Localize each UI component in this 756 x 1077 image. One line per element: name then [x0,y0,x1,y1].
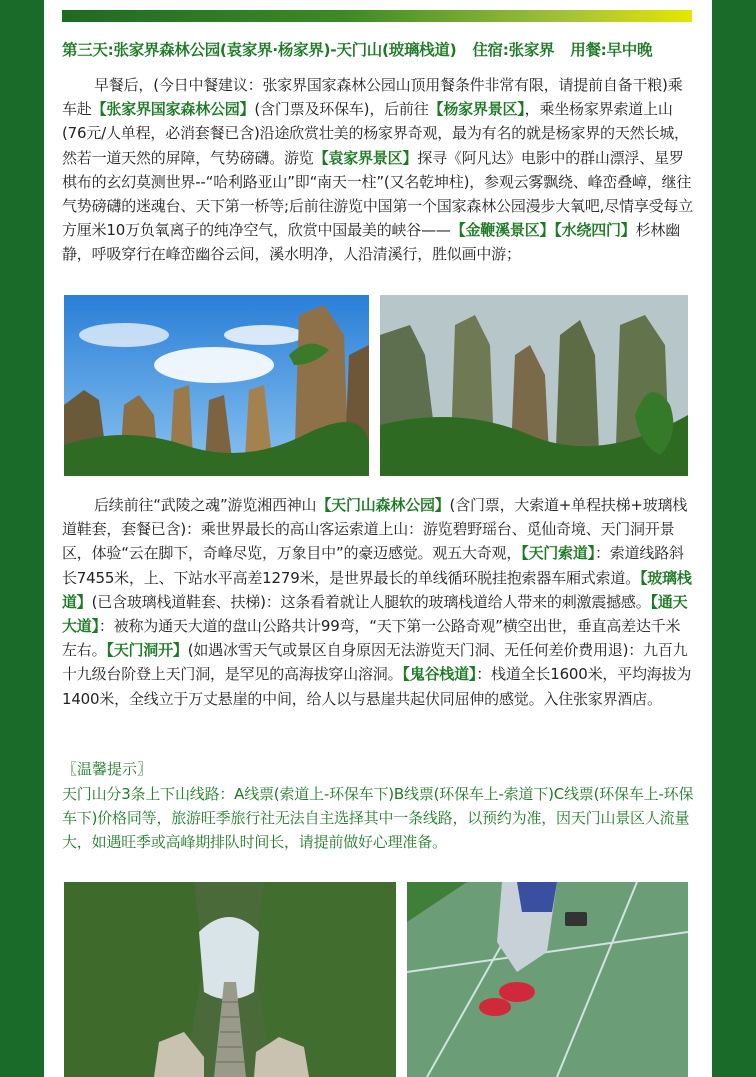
text-run: (含门票及环保车)，后前往 [254,100,429,119]
highlight-yangjiajie: 【杨家界景区】 [428,100,525,119]
highlight-guigu-walkway: 【鬼谷栈道】 [402,665,477,684]
highlight-forest-park: 【张家界国家森林公园】 [91,100,255,119]
day-meals: 用餐:早中晚 [570,41,653,59]
text-run: (含门票，大索道+单程扶梯+玻璃栈道鞋套，套餐已含)：乘世界最长的高山客运索道上山：游览碧野瑶台、觅仙奇境、天门洞开景区，体验“云在脚下，奇峰尽览，万象目中”的豪迈感觉。观五大奇观， [62,496,688,563]
highlight-tianmen-cave: 【天门洞开】 [106,641,188,660]
text-run: ：栈道全长1600米，平均海拔为1400米，全线立于万丈悬崖的中间，给人以与悬崖共起伏同屈伸的感觉。入住张家界酒店。 [62,665,692,708]
header-gradient-bar [62,10,692,22]
text-run: 探寻《阿凡达》电影中的群山漂浮、星罗棋布的玄幻莫测世界--“哈利路亚山”即“南天一柱”(又名乾坤柱)，参观云雾飘绕、峰峦叠嶂，继往气势磅礴的迷魂台、天下第一桥等;后前往游览中国第一个国家森林公园漫步大氧吧,尽情享受每立方厘米10万负氧离子的纯净空气，欣赏中国最美的峡谷—— [62,148,694,240]
paragraph-day-morning [62,73,694,267]
highlight-cableway: 【天门索道】 [521,544,595,563]
day-route: 第三天:张家界森林公园(袁家界·杨家界)-天门山(玻璃栈道) [62,41,457,59]
highlight-jinbianxi: 【金鞭溪景区】【水绕四门】 [450,221,636,240]
photo-tianmen-cave-stairs [64,882,396,1077]
text-run: ：被称为通天大道的盘山公路共计99弯，“天下第一公路奇观”横空出世，垂直高差达千米左右。 [62,617,681,660]
itinerary-page [44,0,712,1077]
text-run: 后续前往“武陵之魂”游览湘西神山 [94,496,317,514]
highlight-tianmen-park: 【天门山森林公园】 [316,496,450,514]
tip-body: 天门山分3条上下山线路：A线票(索道上-环保车下)B线票(环保车上-索道下)C线票(环保车上-环保车下)价格同等，旅游旺季旅行社无法自主选择其中一条线路，以预约为准，因天门山景区人流量大，如遇旺季或高峰期排队时间长，请提前做好心理准备。 [62,785,694,852]
day-stay: 住宿:张家界 [472,41,555,59]
text-run: ，乘坐杨家界索道上山(76元/人单程，必消套餐已含)沿途欣赏壮美的杨家界奇观，最为有名的就是杨家界的天然长城，然若一道天然的屏障，气势磅礴。游览 [62,100,689,167]
tip-heading: 〖温馨提示〗 [62,760,153,778]
text-run: 杉林幽静，呼吸穿行在峰峦幽谷云间，溪水明净，人沿清溪行，胜似画中游； [62,221,681,264]
day-title [62,38,702,60]
highlight-tongtian-road: 【通天大道】 [62,592,688,636]
paragraph-tianmen [62,493,694,711]
highlight-glass-walkway: 【玻璃栈道】 [62,568,692,611]
text-run: (已含玻璃栈道鞋套、扶梯)：这条看着就让人腿软的玻璃栈道给人带来的刺激震撼感。 [91,592,651,611]
photo-misty-green-pillars [380,295,688,476]
text-run: 早餐后，(今日中餐建议：张家界国家森林公园山顶用餐条件非常有限，请提前自备干粮)乘车赴 [62,76,683,119]
photo-sandstone-pillars-sky [64,295,369,476]
text-run: ：索道线路斜长7455米，上、下站水平高差1279米，是世界最长的单线循环脱挂抱索器车厢式索道。 [62,544,684,587]
photo-glass-walkway [407,882,688,1077]
text-run: (如遇冰雪天气或景区自身原因无法游览天门洞、无任何差价费用退)：九百九十九级台阶登上天门洞，是罕见的高海拔穿山溶洞。 [62,641,688,684]
highlight-yuanjiajie: 【袁家界景区】 [313,148,418,167]
